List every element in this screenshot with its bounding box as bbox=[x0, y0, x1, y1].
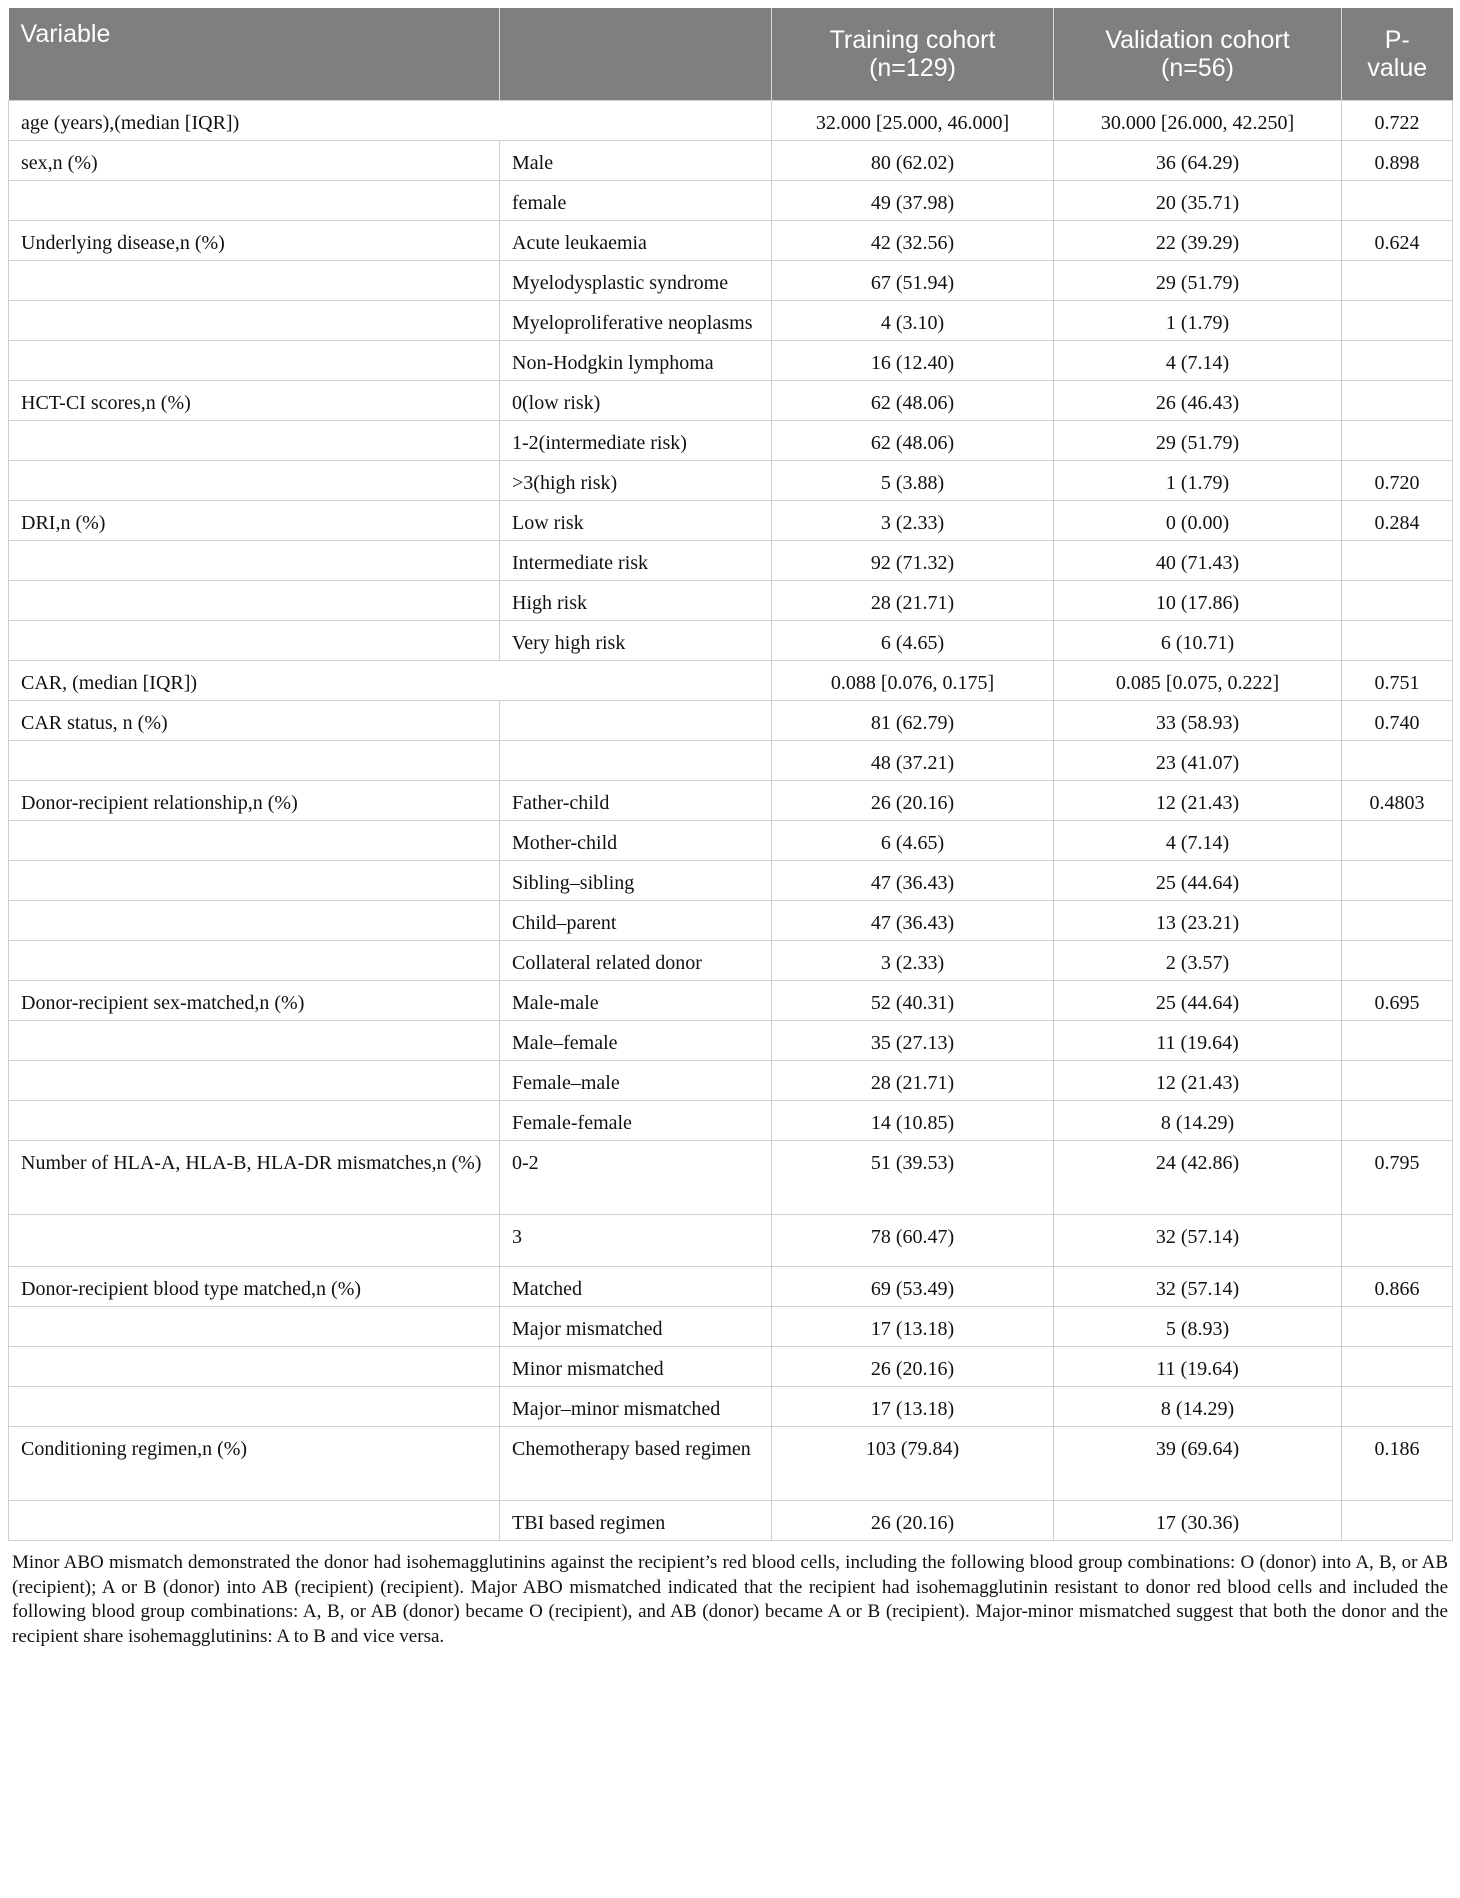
table-footnote: Minor ABO mismatch demonstrated the donor had isohemagglutinins against the recipient’s red blood cells, including the following blood group combinations: O (donor) into A, B, or AB (recipient); A or B (donor) into AB (recipient) (recipient). Major ABO mismatched indicated that the recipient had isohemagglutinin resistant to donor red blood cells and included the following blood group combinations: A, B, or AB (donor) became O (recipient), and AB (donor) became A or B (recipient). Major-minor mismatched suggest that both the donor and the recipient share isohemagglutinins: A to B and vice versa. bbox=[12, 1552, 1448, 1647]
header-training-cohort: Training cohort (n=129) bbox=[772, 8, 1054, 101]
table-row bbox=[9, 301, 1453, 341]
cell-variable: HCT-CI scores,n (%) bbox=[9, 381, 500, 421]
cell-level: Intermediate risk bbox=[500, 541, 772, 581]
table-row bbox=[9, 1215, 1453, 1267]
cell-level: Sibling–sibling bbox=[500, 861, 772, 901]
cell-variable bbox=[9, 1501, 500, 1541]
header-validation-cohort: Validation cohort (n=56) bbox=[1054, 8, 1342, 101]
table-row bbox=[9, 101, 1453, 141]
cell-level: Male-male bbox=[500, 981, 772, 1021]
cell-validation: 8 (14.29) bbox=[1054, 1387, 1342, 1427]
cell-p-value: 0.186 bbox=[1342, 1427, 1453, 1501]
cell-training: 80 (62.02) bbox=[772, 141, 1054, 181]
cell-p-value bbox=[1342, 941, 1453, 981]
cell-level: Low risk bbox=[500, 501, 772, 541]
cell-level: Very high risk bbox=[500, 621, 772, 661]
table-row bbox=[9, 1267, 1453, 1307]
cell-p-value bbox=[1342, 861, 1453, 901]
cell-p-value bbox=[1342, 901, 1453, 941]
cell-training: 26 (20.16) bbox=[772, 781, 1054, 821]
cell-variable bbox=[9, 581, 500, 621]
cell-training: 62 (48.06) bbox=[772, 421, 1054, 461]
table-row bbox=[9, 261, 1453, 301]
table-row bbox=[9, 381, 1453, 421]
cell-level: 0-2 bbox=[500, 1141, 772, 1215]
cell-training: 0.088 [0.076, 0.175] bbox=[772, 661, 1054, 701]
cell-variable: Underlying disease,n (%) bbox=[9, 221, 500, 261]
cell-level: 1-2(intermediate risk) bbox=[500, 421, 772, 461]
cell-variable: CAR, (median [IQR]) bbox=[9, 661, 772, 701]
cell-p-value bbox=[1342, 1501, 1453, 1541]
table-row bbox=[9, 461, 1453, 501]
cell-validation: 29 (51.79) bbox=[1054, 261, 1342, 301]
cell-level: High risk bbox=[500, 581, 772, 621]
cell-training: 47 (36.43) bbox=[772, 901, 1054, 941]
cell-level: Male bbox=[500, 141, 772, 181]
cell-level: Chemotherapy based regimen bbox=[500, 1427, 772, 1501]
cell-variable: Donor-recipient sex-matched,n (%) bbox=[9, 981, 500, 1021]
table-row bbox=[9, 581, 1453, 621]
cell-p-value bbox=[1342, 821, 1453, 861]
table-row bbox=[9, 701, 1453, 741]
cell-level: TBI based regimen bbox=[500, 1501, 772, 1541]
table-row bbox=[9, 941, 1453, 981]
cell-validation: 22 (39.29) bbox=[1054, 221, 1342, 261]
cell-training: 6 (4.65) bbox=[772, 621, 1054, 661]
baseline-characteristics-table bbox=[8, 8, 1453, 1541]
table-row bbox=[9, 661, 1453, 701]
cell-training: 67 (51.94) bbox=[772, 261, 1054, 301]
table-row bbox=[9, 501, 1453, 541]
table-row bbox=[9, 221, 1453, 261]
cell-validation: 32 (57.14) bbox=[1054, 1215, 1342, 1267]
cell-p-value: 0.740 bbox=[1342, 701, 1453, 741]
cell-validation: 10 (17.86) bbox=[1054, 581, 1342, 621]
cell-training: 51 (39.53) bbox=[772, 1141, 1054, 1215]
cell-variable bbox=[9, 301, 500, 341]
cell-variable bbox=[9, 941, 500, 981]
cell-p-value bbox=[1342, 1101, 1453, 1141]
cell-validation: 6 (10.71) bbox=[1054, 621, 1342, 661]
cell-training: 28 (21.71) bbox=[772, 1061, 1054, 1101]
cell-variable bbox=[9, 341, 500, 381]
cell-p-value bbox=[1342, 1347, 1453, 1387]
cell-level: Minor mismatched bbox=[500, 1347, 772, 1387]
cell-variable bbox=[9, 821, 500, 861]
cell-validation: 4 (7.14) bbox=[1054, 821, 1342, 861]
cell-training: 42 (32.56) bbox=[772, 221, 1054, 261]
table-row bbox=[9, 181, 1453, 221]
cell-p-value: 0.284 bbox=[1342, 501, 1453, 541]
cell-training: 6 (4.65) bbox=[772, 821, 1054, 861]
cell-p-value bbox=[1342, 301, 1453, 341]
cell-p-value: 0.720 bbox=[1342, 461, 1453, 501]
table-row bbox=[9, 1141, 1453, 1215]
table-row bbox=[9, 741, 1453, 781]
cell-training: 3 (2.33) bbox=[772, 501, 1054, 541]
cell-p-value: 0.751 bbox=[1342, 661, 1453, 701]
cell-level: >3(high risk) bbox=[500, 461, 772, 501]
cell-p-value bbox=[1342, 1307, 1453, 1347]
cell-validation: 17 (30.36) bbox=[1054, 1501, 1342, 1541]
cell-variable bbox=[9, 1307, 500, 1347]
cell-variable: age (years),(median [IQR]) bbox=[9, 101, 772, 141]
cell-variable bbox=[9, 861, 500, 901]
table-row bbox=[9, 981, 1453, 1021]
cell-p-value bbox=[1342, 741, 1453, 781]
cell-variable bbox=[9, 261, 500, 301]
cell-validation: 39 (69.64) bbox=[1054, 1427, 1342, 1501]
cell-variable bbox=[9, 181, 500, 221]
cell-p-value: 0.695 bbox=[1342, 981, 1453, 1021]
cell-training: 78 (60.47) bbox=[772, 1215, 1054, 1267]
cell-training: 81 (62.79) bbox=[772, 701, 1054, 741]
cell-training: 92 (71.32) bbox=[772, 541, 1054, 581]
cell-level: Child–parent bbox=[500, 901, 772, 941]
table-row bbox=[9, 1501, 1453, 1541]
cell-level: Major–minor mismatched bbox=[500, 1387, 772, 1427]
cell-training: 47 (36.43) bbox=[772, 861, 1054, 901]
cell-training: 14 (10.85) bbox=[772, 1101, 1054, 1141]
cell-variable bbox=[9, 1215, 500, 1267]
cell-validation: 11 (19.64) bbox=[1054, 1021, 1342, 1061]
cell-p-value bbox=[1342, 1061, 1453, 1101]
cell-p-value: 0.4803 bbox=[1342, 781, 1453, 821]
header-variable: Variable bbox=[9, 8, 500, 101]
cell-validation: 13 (23.21) bbox=[1054, 901, 1342, 941]
table-row bbox=[9, 1427, 1453, 1501]
cell-training: 26 (20.16) bbox=[772, 1501, 1054, 1541]
table-row bbox=[9, 141, 1453, 181]
cell-p-value bbox=[1342, 421, 1453, 461]
cell-p-value bbox=[1342, 181, 1453, 221]
cell-level: Mother-child bbox=[500, 821, 772, 861]
cell-training: 17 (13.18) bbox=[772, 1387, 1054, 1427]
cell-variable bbox=[9, 461, 500, 501]
cell-p-value: 0.898 bbox=[1342, 141, 1453, 181]
cell-variable bbox=[9, 1387, 500, 1427]
table-row bbox=[9, 821, 1453, 861]
cell-training: 3 (2.33) bbox=[772, 941, 1054, 981]
cell-variable: Number of HLA-A, HLA-B, HLA-DR mismatches,n (%) bbox=[9, 1141, 500, 1215]
cell-p-value bbox=[1342, 341, 1453, 381]
cell-p-value bbox=[1342, 621, 1453, 661]
table-row bbox=[9, 1347, 1453, 1387]
cell-level: Female–male bbox=[500, 1061, 772, 1101]
cell-level: female bbox=[500, 181, 772, 221]
cell-variable bbox=[9, 421, 500, 461]
table-row bbox=[9, 1307, 1453, 1347]
table-row bbox=[9, 1021, 1453, 1061]
cell-level: Major mismatched bbox=[500, 1307, 772, 1347]
cell-validation: 8 (14.29) bbox=[1054, 1101, 1342, 1141]
cell-level bbox=[500, 701, 772, 741]
cell-variable: sex,n (%) bbox=[9, 141, 500, 181]
cell-validation: 23 (41.07) bbox=[1054, 741, 1342, 781]
table-row bbox=[9, 1101, 1453, 1141]
cell-p-value bbox=[1342, 1387, 1453, 1427]
header-level bbox=[500, 8, 772, 101]
cell-level: Male–female bbox=[500, 1021, 772, 1061]
cell-training: 49 (37.98) bbox=[772, 181, 1054, 221]
table-container bbox=[8, 8, 1452, 1649]
cell-p-value bbox=[1342, 1215, 1453, 1267]
cell-training: 48 (37.21) bbox=[772, 741, 1054, 781]
table-row bbox=[9, 781, 1453, 821]
cell-validation: 11 (19.64) bbox=[1054, 1347, 1342, 1387]
cell-variable: Donor-recipient relationship,n (%) bbox=[9, 781, 500, 821]
cell-validation: 0 (0.00) bbox=[1054, 501, 1342, 541]
cell-variable bbox=[9, 1061, 500, 1101]
cell-level: 0(low risk) bbox=[500, 381, 772, 421]
cell-validation: 33 (58.93) bbox=[1054, 701, 1342, 741]
cell-training: 35 (27.13) bbox=[772, 1021, 1054, 1061]
cell-p-value: 0.624 bbox=[1342, 221, 1453, 261]
cell-validation: 5 (8.93) bbox=[1054, 1307, 1342, 1347]
cell-validation: 12 (21.43) bbox=[1054, 781, 1342, 821]
cell-training: 52 (40.31) bbox=[772, 981, 1054, 1021]
cell-validation: 12 (21.43) bbox=[1054, 1061, 1342, 1101]
cell-level: Female-female bbox=[500, 1101, 772, 1141]
cell-training: 69 (53.49) bbox=[772, 1267, 1054, 1307]
cell-variable bbox=[9, 541, 500, 581]
cell-level: Father-child bbox=[500, 781, 772, 821]
table-row bbox=[9, 1061, 1453, 1101]
cell-p-value: 0.795 bbox=[1342, 1141, 1453, 1215]
cell-validation: 2 (3.57) bbox=[1054, 941, 1342, 981]
cell-p-value: 0.722 bbox=[1342, 101, 1453, 141]
cell-variable: DRI,n (%) bbox=[9, 501, 500, 541]
cell-validation: 40 (71.43) bbox=[1054, 541, 1342, 581]
cell-validation: 20 (35.71) bbox=[1054, 181, 1342, 221]
cell-training: 26 (20.16) bbox=[772, 1347, 1054, 1387]
cell-variable bbox=[9, 901, 500, 941]
cell-validation: 25 (44.64) bbox=[1054, 861, 1342, 901]
table-header-row bbox=[9, 8, 1453, 101]
cell-validation: 1 (1.79) bbox=[1054, 301, 1342, 341]
table-body bbox=[9, 101, 1453, 1541]
cell-p-value: 0.866 bbox=[1342, 1267, 1453, 1307]
cell-training: 28 (21.71) bbox=[772, 581, 1054, 621]
table-row bbox=[9, 861, 1453, 901]
cell-variable bbox=[9, 741, 500, 781]
cell-variable: Conditioning regimen,n (%) bbox=[9, 1427, 500, 1501]
cell-validation: 29 (51.79) bbox=[1054, 421, 1342, 461]
cell-validation: 26 (46.43) bbox=[1054, 381, 1342, 421]
cell-validation: 36 (64.29) bbox=[1054, 141, 1342, 181]
cell-level: Myelodysplastic syndrome bbox=[500, 261, 772, 301]
cell-level: Collateral related donor bbox=[500, 941, 772, 981]
cell-validation: 0.085 [0.075, 0.222] bbox=[1054, 661, 1342, 701]
cell-p-value bbox=[1342, 381, 1453, 421]
cell-variable bbox=[9, 1347, 500, 1387]
table-row bbox=[9, 541, 1453, 581]
cell-training: 4 (3.10) bbox=[772, 301, 1054, 341]
cell-level: Non-Hodgkin lymphoma bbox=[500, 341, 772, 381]
cell-level: Acute leukaemia bbox=[500, 221, 772, 261]
cell-level: Myeloproliferative neoplasms bbox=[500, 301, 772, 341]
cell-level: Matched bbox=[500, 1267, 772, 1307]
cell-training: 103 (79.84) bbox=[772, 1427, 1054, 1501]
table-row bbox=[9, 901, 1453, 941]
cell-variable bbox=[9, 1021, 500, 1061]
cell-training: 5 (3.88) bbox=[772, 461, 1054, 501]
header-p-value: P- value bbox=[1342, 8, 1453, 101]
cell-training: 32.000 [25.000, 46.000] bbox=[772, 101, 1054, 141]
table-row bbox=[9, 421, 1453, 461]
table-row bbox=[9, 621, 1453, 661]
cell-validation: 32 (57.14) bbox=[1054, 1267, 1342, 1307]
cell-validation: 24 (42.86) bbox=[1054, 1141, 1342, 1215]
cell-variable: CAR status, n (%) bbox=[9, 701, 500, 741]
cell-validation: 4 (7.14) bbox=[1054, 341, 1342, 381]
cell-p-value bbox=[1342, 261, 1453, 301]
cell-variable bbox=[9, 1101, 500, 1141]
table-row bbox=[9, 1387, 1453, 1427]
cell-p-value bbox=[1342, 581, 1453, 621]
cell-p-value bbox=[1342, 541, 1453, 581]
cell-training: 16 (12.40) bbox=[772, 341, 1054, 381]
cell-training: 62 (48.06) bbox=[772, 381, 1054, 421]
cell-validation: 30.000 [26.000, 42.250] bbox=[1054, 101, 1342, 141]
cell-p-value bbox=[1342, 1021, 1453, 1061]
cell-training: 17 (13.18) bbox=[772, 1307, 1054, 1347]
cell-validation: 25 (44.64) bbox=[1054, 981, 1342, 1021]
cell-level bbox=[500, 741, 772, 781]
cell-level: 3 bbox=[500, 1215, 772, 1267]
cell-variable: Donor-recipient blood type matched,n (%) bbox=[9, 1267, 500, 1307]
cell-validation: 1 (1.79) bbox=[1054, 461, 1342, 501]
cell-variable bbox=[9, 621, 500, 661]
table-row bbox=[9, 341, 1453, 381]
